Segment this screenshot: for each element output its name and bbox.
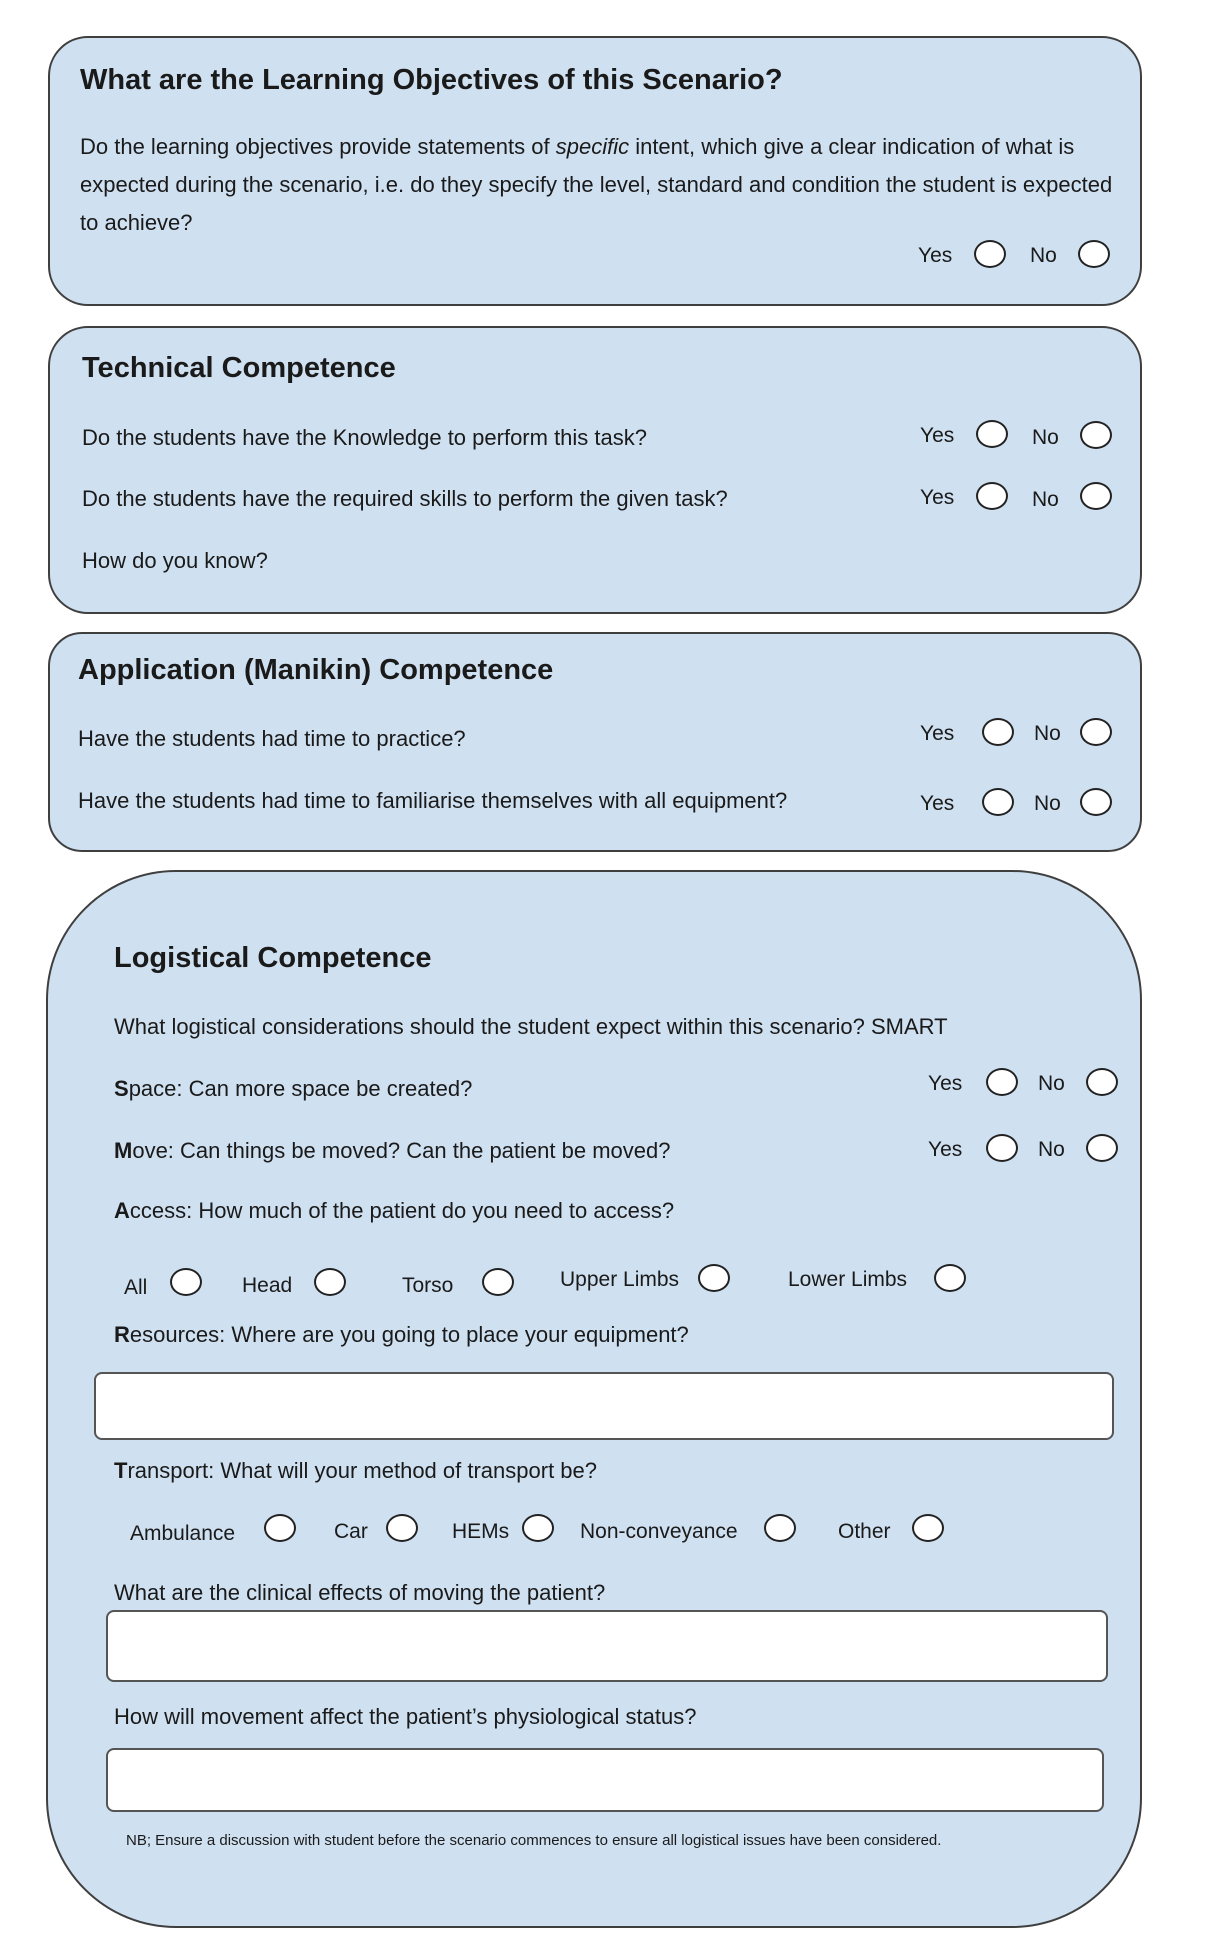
logistical-competence-title: Logistical Competence (114, 942, 432, 974)
no-label: No (1038, 1138, 1065, 1161)
access-all-radio[interactable] (170, 1268, 202, 1296)
physiological-status-input[interactable] (106, 1748, 1104, 1812)
knowledge-no-radio[interactable] (1080, 421, 1112, 449)
practice-no-radio[interactable] (1080, 718, 1112, 746)
logistical-intro: What logistical considerations should the student expect within this scenario? SMART (114, 1014, 948, 1039)
space-text: pace: Can more space be created? (128, 1076, 473, 1101)
equipment-question: Have the students had time to familiarise themselves with all equipment? (78, 788, 788, 813)
yes-label: Yes (928, 1072, 963, 1095)
learning-objectives-question (80, 128, 1120, 242)
clinical-effects-question: What are the clinical effects of moving the patient? (114, 1580, 606, 1605)
technical-competence-title: Technical Competence (82, 352, 396, 384)
equipment-no-radio[interactable] (1080, 788, 1112, 816)
physiological-status-question: How will movement affect the patient’s physiological status? (114, 1704, 697, 1729)
knowledge-question: Do the students have the Knowledge to perform this task? (82, 425, 647, 450)
no-label: No (1032, 426, 1059, 449)
application-competence-panel (48, 632, 1142, 852)
access-option-torso: Torso (402, 1274, 454, 1297)
move-letter: M (114, 1138, 133, 1163)
transport-option-non-conveyance: Non-conveyance (580, 1520, 738, 1543)
move-text: ove: Can things be moved? Can the patient be moved? (132, 1138, 671, 1163)
no-label: No (1032, 488, 1059, 511)
yes-label: Yes (920, 424, 955, 447)
resources-question (114, 1320, 689, 1350)
discussion-note: NB; Ensure a discussion with student before the scenario commences to ensure all logistical issues have been considered. (126, 1832, 942, 1849)
access-torso-radio[interactable] (482, 1268, 514, 1296)
transport-other-radio[interactable] (912, 1514, 944, 1542)
access-upper-limbs-radio[interactable] (698, 1264, 730, 1292)
objectives-yes-radio[interactable] (974, 240, 1006, 268)
space-question (114, 1074, 472, 1104)
no-label: No (1030, 244, 1057, 267)
transport-option-other: Other (838, 1520, 891, 1543)
learning-objectives-panel (48, 36, 1142, 306)
resources-input[interactable] (94, 1372, 1114, 1440)
move-yes-radio[interactable] (986, 1134, 1018, 1162)
learning-objectives-title: What are the Learning Objectives of this Scenario? (80, 64, 783, 96)
transport-question (114, 1456, 597, 1486)
access-option-head: Head (242, 1274, 293, 1297)
yes-label: Yes (920, 722, 955, 745)
transport-letter: T (114, 1458, 128, 1483)
access-question (114, 1196, 674, 1226)
knowledge-yes-radio[interactable] (976, 420, 1008, 448)
resources-letter: R (114, 1322, 130, 1347)
no-label: No (1038, 1072, 1065, 1095)
practice-yes-radio[interactable] (982, 718, 1014, 746)
access-letter: A (114, 1198, 130, 1223)
transport-hems-radio[interactable] (522, 1514, 554, 1542)
space-yes-radio[interactable] (986, 1068, 1018, 1096)
equipment-yes-radio[interactable] (982, 788, 1014, 816)
skills-question: Do the students have the required skills to perform the given task? (82, 486, 728, 511)
access-lower-limbs-radio[interactable] (934, 1264, 966, 1292)
transport-option-hems: HEMs (452, 1520, 510, 1543)
access-option-upper-limbs: Upper Limbs (560, 1268, 680, 1291)
access-option-all: All (124, 1276, 148, 1299)
access-text: ccess: How much of the patient do you need to access? (129, 1198, 675, 1223)
access-option-lower-limbs: Lower Limbs (788, 1268, 908, 1291)
clinical-effects-input[interactable] (106, 1610, 1108, 1682)
skills-yes-radio[interactable] (976, 482, 1008, 510)
skills-no-radio[interactable] (1080, 482, 1112, 510)
yes-label: Yes (918, 244, 953, 267)
transport-text: ransport: What will your method of transport be? (127, 1458, 598, 1483)
no-label: No (1034, 722, 1061, 745)
access-head-radio[interactable] (314, 1268, 346, 1296)
yes-label: Yes (928, 1138, 963, 1161)
resources-text: esources: Where are you going to place your equipment? (129, 1322, 689, 1347)
question-text-start: Do the learning objectives provide statements of (80, 134, 556, 159)
transport-ambulance-radio[interactable] (264, 1514, 296, 1542)
yes-label: Yes (920, 792, 955, 815)
yes-label: Yes (920, 486, 955, 509)
question-text-emphasis: specific (555, 134, 630, 159)
how-do-you-know-question: How do you know? (82, 548, 268, 573)
no-label: No (1034, 792, 1061, 815)
transport-non-conveyance-radio[interactable] (764, 1514, 796, 1542)
transport-option-car: Car (334, 1520, 368, 1543)
objectives-no-radio[interactable] (1078, 240, 1110, 268)
space-no-radio[interactable] (1086, 1068, 1118, 1096)
transport-car-radio[interactable] (386, 1514, 418, 1542)
move-question (114, 1136, 670, 1166)
space-letter: S (114, 1076, 129, 1101)
practice-question: Have the students had time to practice? (78, 726, 466, 751)
application-competence-title: Application (Manikin) Competence (78, 654, 554, 686)
question-text-end: intent, which give a clear indication of what is expected during the scenario, i.e. do they specify the level, standard and condition the student is expected to achieve? (80, 134, 1113, 235)
technical-competence-panel (48, 326, 1142, 614)
transport-option-ambulance: Ambulance (130, 1522, 236, 1545)
logistical-competence-panel (46, 870, 1142, 1928)
move-no-radio[interactable] (1086, 1134, 1118, 1162)
